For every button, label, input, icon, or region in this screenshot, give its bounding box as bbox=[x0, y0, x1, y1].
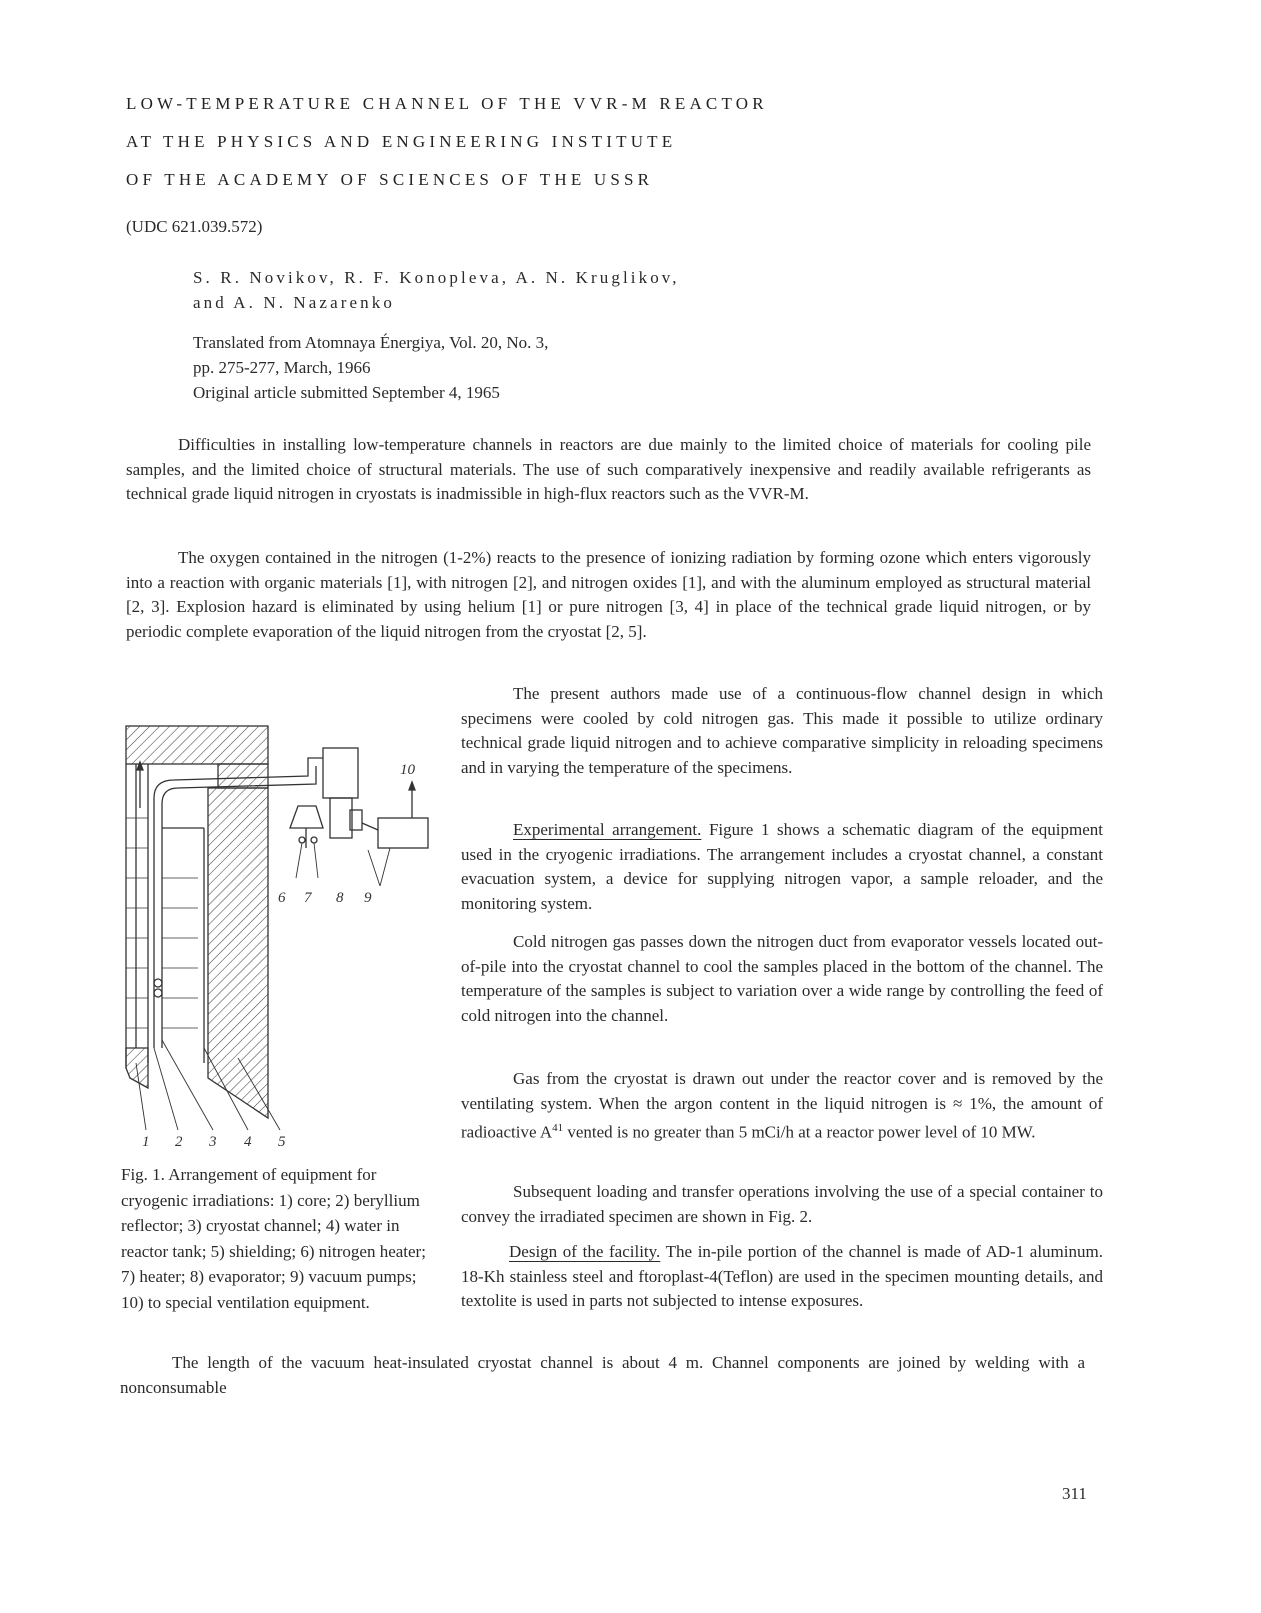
figure-label-7: 7 bbox=[304, 890, 312, 906]
paragraph-text: Gas from the cryostat is drawn out under the reactor cover and is removed by the ventilating system. When the argon content in the liquid nitrogen is ≈ 1%, the amount of radioactive A bbox=[461, 1069, 1103, 1142]
paragraph-experimental-arrangement bbox=[461, 818, 1103, 916]
paragraph-design-facility bbox=[461, 1240, 1103, 1314]
paragraph-loading: Subsequent loading and transfer operations involving the use of a special container to convey the irradiated specimen are shown in Fig. 2. bbox=[461, 1182, 1103, 1226]
authors-line-2: and A. N. Nazarenko bbox=[193, 293, 395, 312]
title-line-2: AT THE PHYSICS AND ENGINEERING INSTITUTE bbox=[126, 132, 677, 151]
figure-label-8: 8 bbox=[336, 890, 344, 906]
section-heading-design: Design of the facility. bbox=[509, 1242, 661, 1261]
figure-1-diagram bbox=[118, 718, 438, 1158]
isotope-superscript: 41 bbox=[552, 1122, 564, 1135]
authors-line-1: S. R. Novikov, R. F. Konopleva, A. N. Kruglikov, bbox=[193, 268, 680, 287]
section-heading-experimental: Experimental arrangement. bbox=[513, 820, 702, 839]
figure-label-9: 9 bbox=[364, 890, 372, 906]
figure-label-3: 3 bbox=[209, 1134, 217, 1150]
paragraph-text: The in-pile portion of the channel is made of AD-1 aluminum. 18-Kh stainless steel and ftoroplast-4(Teflon) are used in the specimen mounting details, and textolite is used in parts not subjected to intense exposures. bbox=[461, 1242, 1103, 1311]
figure-label-10: 10 bbox=[400, 762, 415, 778]
paragraph-text: Figure 1 shows a schematic diagram of the equipment used in the cryogenic irradiations. The arrangement includes a cryostat channel, a constant evacuation system, a device for supplying nitrogen vapor, a sample reloader, and the monitoring system. bbox=[461, 820, 1103, 913]
paragraph-oxygen: The oxygen contained in the nitrogen (1-2%) reacts to the presence of ionizing radiation by forming ozone which enters vigorously into a reaction with organic materials [1], with nitrogen [2], and nitrogen oxides [1], and with the aluminum employed as structural material [2, 3]. Explosion hazard is eliminated by using helium [1] or pure nitrogen [3, 4] in place of the technical grade liquid nitrogen, or by periodic complete evaporation of the liquid nitrogen from the cryostat [2, 5]. bbox=[126, 548, 1091, 641]
figure-label-4: 4 bbox=[244, 1134, 252, 1150]
figure-label-1: 1 bbox=[142, 1134, 150, 1150]
paragraph-channel-length: The length of the vacuum heat-insulated cryostat channel is about 4 m. Channel components are joined by welding with a nonconsumable bbox=[120, 1353, 1085, 1397]
figure-label-5: 5 bbox=[278, 1134, 286, 1150]
translation-source: Translated from Atomnaya Énergiya, Vol. 20, No. 3, bbox=[193, 333, 549, 352]
submission-date: Original article submitted September 4, 1965 bbox=[193, 383, 500, 402]
udc-code: (UDC 621.039.572) bbox=[126, 217, 263, 236]
figure-label-2: 2 bbox=[175, 1134, 183, 1150]
title-line-1: LOW-TEMPERATURE CHANNEL OF THE VVR-M REACTOR bbox=[126, 94, 768, 113]
figure-1-caption: Fig. 1. Arrangement of equipment for cryogenic irradiations: 1) core; 2) beryllium reflector; 3) cryostat channel; 4) water in reactor tank; 5) shielding; 6) nitrogen heater; 7) heater; 8) evaporator; 9) vacuum pumps; 10) to special ventilation equipment. bbox=[121, 1165, 426, 1312]
title-line-3: OF THE ACADEMY OF SCIENCES OF THE USSR bbox=[126, 170, 654, 189]
paragraph-intro: Difficulties in installing low-temperature channels in reactors are due mainly to the limited choice of materials for cooling pile samples, and the limited choice of structural materials. The use of such comparatively inexpensive and readily available refrigerants as technical grade liquid nitrogen in cryostats is inadmissible in high-flux reactors such as the VVR-M. bbox=[126, 435, 1091, 504]
paragraph-gas-ventilation bbox=[461, 1067, 1103, 1145]
page-number: 311 bbox=[1062, 1484, 1087, 1503]
reactor-structure bbox=[126, 726, 428, 1130]
paragraph-design-approach: The present authors made use of a continuous-flow channel design in which specimens were cooled by cold nitrogen gas. This made it possible to utilize ordinary technical grade liquid nitrogen and to achieve comparative simplicity in reloading specimens and in varying the temperature of the specimens. bbox=[461, 684, 1103, 777]
translation-pages: pp. 275-277, March, 1966 bbox=[193, 358, 371, 377]
paragraph-text: vented is no greater than 5 mCi/h at a reactor power level of 10 MW. bbox=[563, 1122, 1036, 1142]
figure-label-6: 6 bbox=[278, 890, 286, 906]
paragraph-cold-nitrogen: Cold nitrogen gas passes down the nitrogen duct from evaporator vessels located out-of-pile into the cryostat channel to cool the samples placed in the bottom of the channel. The temperature of the samples is subject to variation over a wide range by controlling the feed of cold nitrogen into the channel. bbox=[461, 932, 1103, 1025]
